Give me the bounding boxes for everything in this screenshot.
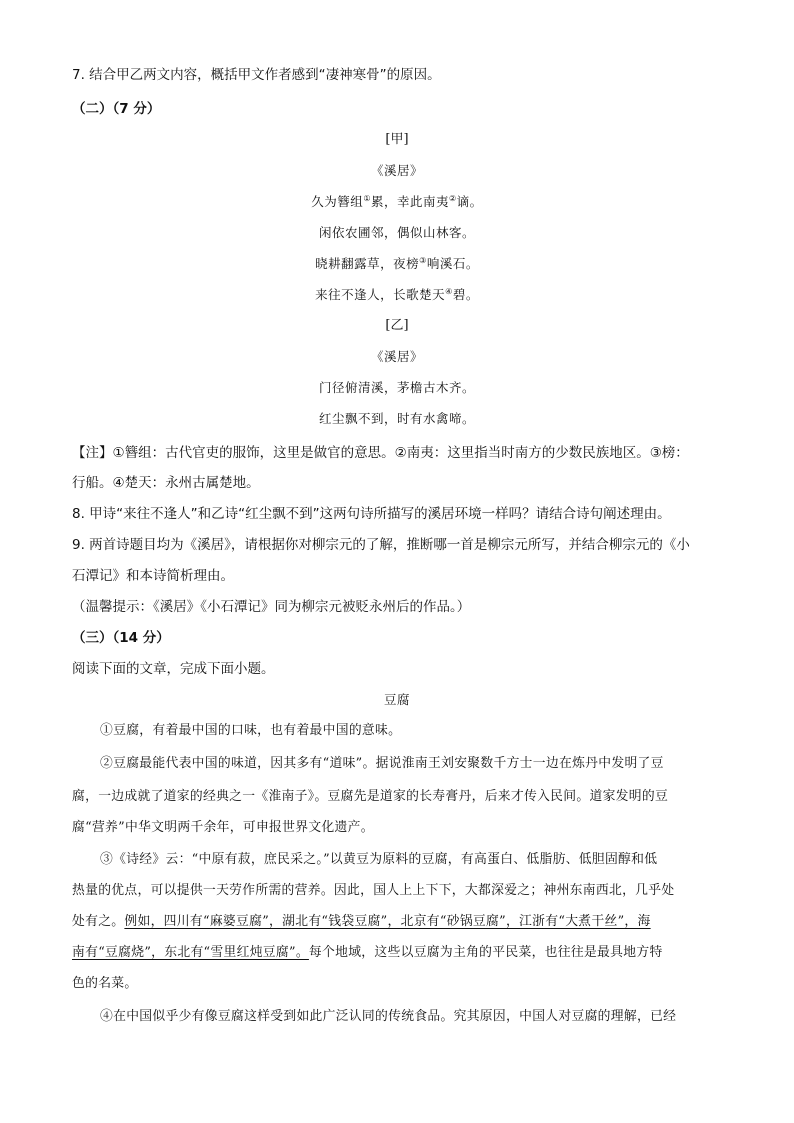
article-paragraph-3-line-3: 处有之。例如，四川有“麻婆豆腐”，湖北有“钱袋豆腐”，北京有“砂锅豆腐”，江浙有“大煮干丝”，海 <box>72 914 651 929</box>
section-3-heading: （三）（14 分） <box>72 630 170 646</box>
underlined-example-text: 例如，四川有“麻婆豆腐”，湖北有“钱袋豆腐”，北京有“砂锅豆腐”，江浙有“大煮干丝”，海 <box>124 914 651 929</box>
article-paragraph-4-line-1: ④在中国似乎少有像豆腐这样受到如此广泛认同的传统食品。究其原因，中国人对豆腐的理解，已经 <box>100 1009 677 1024</box>
article-paragraph-2-line-2: 腐，一边成就了道家的经典之一《淮南子》。豆腐先是道家的长寿膏丹，后来才传入民间。道家发明的豆 <box>72 789 669 804</box>
article-paragraph-1: ①豆腐，有着最中国的口味，也有着最中国的意味。 <box>100 723 402 738</box>
notes-line-2: 行船。④楚天：永州古属楚地。 <box>72 475 260 491</box>
tip-text: （温馨提示：《溪居》《小石潭记》同为柳宗元被贬永州后的作品。） <box>72 599 471 615</box>
question-9-line-2: 石潭记》和本诗简析理由。 <box>72 568 234 584</box>
question-8: 8. 甲诗“来往不逢人”和乙诗“红尘飘不到”这两句诗所描写的溪居环境一样吗？请结合诗句阐述理由。 <box>72 506 671 522</box>
article-paragraph-2-line-1: ②豆腐最能代表中国的味道，因其多有“道味”。据说淮南王刘安聚数千方士一边在炼丹中发明了豆 <box>100 756 664 771</box>
poem-b-title: 《溪居》 <box>370 349 423 364</box>
poem-b-line-1: 门径俯清溪，茅檐古木齐。 <box>318 380 475 395</box>
poem-b-label: [乙] <box>385 318 409 333</box>
poem-a-line-3: 晓耕翻露草，夜榜③响溪石。 <box>315 255 479 271</box>
underlined-example-text-end: 南有“豆腐烧”，东北有“雪里红炖豆腐”。 <box>72 945 309 960</box>
poem-b-line-2: 红尘飘不到，时有水禽啼。 <box>318 411 475 426</box>
poem-a-label: [甲] <box>385 132 409 147</box>
poem-a-line-1: 久为簪组①累，幸此南夷②谪。 <box>311 193 483 209</box>
article-paragraph-3-line-1: ③《诗经》云：“中原有菽，庶民采之。”以黄豆为原料的豆腐，有高蛋白、低脂肪、低胆固醇和低 <box>100 852 658 867</box>
article-paragraph-3-line-2: 热量的优点，可以提供一天劳作所需的营养。因此，国人上上下下，大都深爱之；神州东南西北，几乎处 <box>72 883 675 898</box>
question-7: 7. 结合甲乙两文内容，概括甲文作者感到“凄神寒骨”的原因。 <box>72 67 441 83</box>
poem-a-line-2: 闲依农圃邻，偶似山林客。 <box>318 225 475 240</box>
article-paragraph-3-line-4: 南有“豆腐烧”，东北有“雪里红炖豆腐”。每个地域，这些以豆腐为主角的平民菜，也往往是最具地方特 <box>72 945 663 960</box>
poem-a-title: 《溪居》 <box>370 163 423 178</box>
reading-instruction: 阅读下面的文章，完成下面小题。 <box>72 661 275 677</box>
article-paragraph-3-line-5: 色的名菜。 <box>72 976 138 991</box>
article-title: 豆腐 <box>383 692 410 707</box>
question-9-line-1: 9. 两首诗题目均为《溪居》，请根据你对柳宗元的了解，推断哪一首是柳宗元所写，并结合柳宗元的《小 <box>72 537 690 553</box>
article-paragraph-2-line-3: 腐“营养”中华文明两千余年，可申报世界文化遗产。 <box>72 820 374 835</box>
section-2-heading: （二）（7 分） <box>72 101 161 117</box>
poem-a-line-4: 来往不逢人，长歌楚天④碧。 <box>315 286 479 302</box>
notes-line-1: 【注】①簪组：古代官吏的服饰，这里是做官的意思。②南夷：这里指当时南方的少数民族地区。③榜： <box>72 445 689 461</box>
